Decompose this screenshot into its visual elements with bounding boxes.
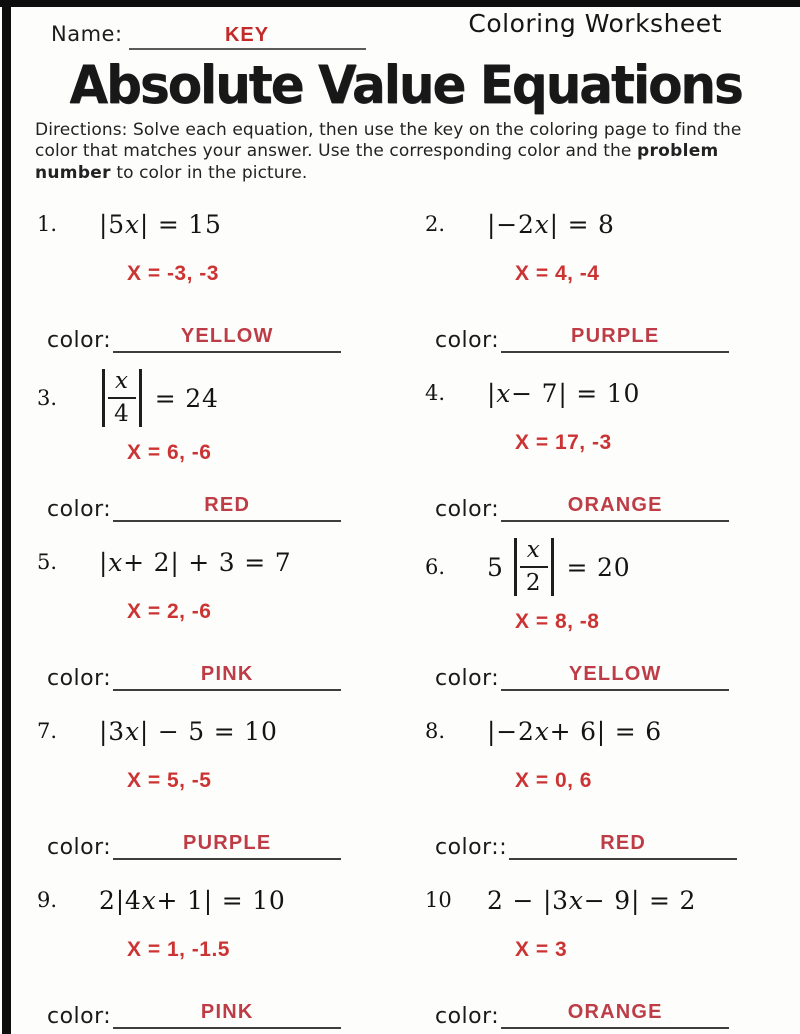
variable-x: x <box>568 885 584 915</box>
equation-suffix: = 20 <box>566 552 631 582</box>
color-word: YELLOW <box>568 663 662 686</box>
fraction-denominator: 4 <box>114 401 130 428</box>
page-title: Absolute Value Equations <box>69 54 742 116</box>
directions-bold: problem number <box>35 141 719 183</box>
name-blank-line <box>129 22 366 50</box>
page-content <box>11 7 800 1034</box>
color-blank-line <box>501 327 729 353</box>
problem-block <box>411 194 799 363</box>
problem-number: 4. <box>425 381 446 406</box>
equation-row <box>425 369 799 417</box>
equation-row <box>37 707 411 755</box>
variable-x: x <box>526 537 541 564</box>
problem-number: 6. <box>425 555 446 580</box>
equation: |−2 x + 6| = 6 <box>487 716 662 746</box>
color-blank-line <box>113 327 341 353</box>
answer-text: X = -3, -3 <box>127 262 219 286</box>
color-row <box>435 1003 799 1029</box>
equation: 2|4 x + 1| = 10 <box>99 885 286 915</box>
equation-row <box>425 876 799 924</box>
color-row <box>47 1003 411 1029</box>
answer-text: X = 6, -6 <box>127 441 212 465</box>
color-blank-line <box>113 1003 341 1029</box>
color-word: PINK <box>200 1001 254 1024</box>
problem-block <box>411 870 799 1034</box>
abs-bar-icon <box>102 369 105 427</box>
problem-number: 7. <box>37 719 58 744</box>
variable-x: x <box>124 716 140 746</box>
answer-text: X = 0, 6 <box>515 769 592 793</box>
fraction <box>108 370 136 426</box>
equation: |5 x | = 15 <box>99 209 222 239</box>
color-blank-line <box>113 834 341 860</box>
answer-text: X = 3 <box>515 938 568 962</box>
color-row <box>435 665 799 691</box>
problem-block <box>411 701 799 870</box>
problem-block <box>23 363 411 532</box>
equation: | x + 2| + 3 = 7 <box>99 547 292 577</box>
equation-row <box>425 538 799 596</box>
color-label: color: <box>47 835 112 861</box>
variable-x: x <box>108 547 124 577</box>
answer-text: X = 17, -3 <box>515 431 612 455</box>
equation <box>487 538 630 596</box>
fraction-numerator <box>108 370 136 399</box>
color-label: color: <box>47 1004 112 1030</box>
equation-prefix: 5 <box>487 552 504 582</box>
problem-block <box>23 701 411 870</box>
color-row <box>47 496 411 522</box>
color-word: ORANGE <box>567 494 663 517</box>
fraction-numerator <box>520 539 548 568</box>
answer-text: X = 8, -8 <box>515 610 600 634</box>
color-word: YELLOW <box>180 325 274 348</box>
variable-x: x <box>124 209 140 239</box>
problem-block <box>411 363 799 532</box>
color-blank-line <box>501 1003 729 1029</box>
directions-text <box>35 120 783 184</box>
problems-grid <box>23 194 800 1034</box>
color-label: color: <box>47 666 112 692</box>
color-label: color: <box>47 328 112 354</box>
answer-text: X = 1, -1.5 <box>127 938 230 962</box>
fraction-denominator: 2 <box>525 570 542 597</box>
color-row <box>47 327 411 353</box>
problem-number: 10 <box>425 888 452 913</box>
abs-bar-icon <box>514 538 517 596</box>
equation-row <box>425 707 799 755</box>
equation-row <box>37 876 411 924</box>
variable-x: x <box>141 885 157 915</box>
color-blank-line <box>113 665 341 691</box>
equation: 2 − |3 x − 9| = 2 <box>487 885 697 915</box>
color-label: color: <box>435 666 500 692</box>
color-label: color: <box>47 497 112 523</box>
color-word: ORANGE <box>567 1001 663 1024</box>
problem-block <box>411 532 799 701</box>
abs-bar-icon <box>139 369 142 427</box>
color-word: PINK <box>200 663 254 686</box>
color-blank-line <box>113 496 341 522</box>
color-row <box>435 327 799 353</box>
problem-number: 3. <box>37 386 58 411</box>
worksheet-type-label: Coloring Worksheet <box>468 9 722 38</box>
problem-number: 2. <box>425 212 446 237</box>
equation: | x − 7| = 10 <box>487 378 641 408</box>
equation: |3 x | − 5 = 10 <box>99 716 278 746</box>
equation-suffix: = 24 <box>154 383 219 413</box>
directions-lead: Directions: Solve each equation, then use the key on the coloring page to find the color that matches your answer. Use the corresponding color and the <box>35 120 742 162</box>
equation-row <box>37 200 411 248</box>
answer-text: X = 4, -4 <box>515 262 600 286</box>
answer-text: X = 5, -5 <box>127 769 212 793</box>
directions-tail: to color in the picture. <box>110 162 308 183</box>
color-blank-line <box>509 834 737 860</box>
color-row <box>47 834 411 860</box>
equation-row <box>425 200 799 248</box>
name-label: Name: <box>51 22 123 46</box>
color-row <box>47 665 411 691</box>
page-border-top <box>0 0 800 7</box>
problem-number: 8. <box>425 719 446 744</box>
problem-block <box>23 532 411 701</box>
variable-x: x <box>534 209 550 239</box>
problem-number: 9. <box>37 888 58 913</box>
color-word: RED <box>600 832 647 855</box>
color-label: color: <box>435 497 500 523</box>
color-label: color: <box>435 1004 500 1030</box>
color-blank-line <box>501 496 729 522</box>
problem-number: 1. <box>37 212 58 237</box>
color-row <box>435 496 799 522</box>
fraction <box>520 539 548 595</box>
color-row <box>435 834 799 860</box>
color-blank-line <box>501 665 729 691</box>
equation: |−2 x | = 8 <box>487 209 615 239</box>
color-word: PURPLE <box>571 325 660 348</box>
problem-block <box>23 870 411 1034</box>
page-border-left <box>2 0 11 1034</box>
variable-x: x <box>115 368 129 395</box>
problem-number: 5. <box>37 550 58 575</box>
color-label: color: <box>435 328 500 354</box>
equation <box>99 369 219 427</box>
variable-x: x <box>496 378 512 408</box>
abs-bar-icon <box>551 538 554 596</box>
color-word: PURPLE <box>183 832 272 855</box>
color-label: color:: <box>435 835 508 861</box>
name-value: KEY <box>224 24 270 46</box>
problem-block <box>23 194 411 363</box>
variable-x: x <box>534 716 550 746</box>
color-word: RED <box>204 494 251 517</box>
answer-text: X = 2, -6 <box>127 600 212 624</box>
equation-row <box>37 369 411 427</box>
equation-row <box>37 538 411 586</box>
